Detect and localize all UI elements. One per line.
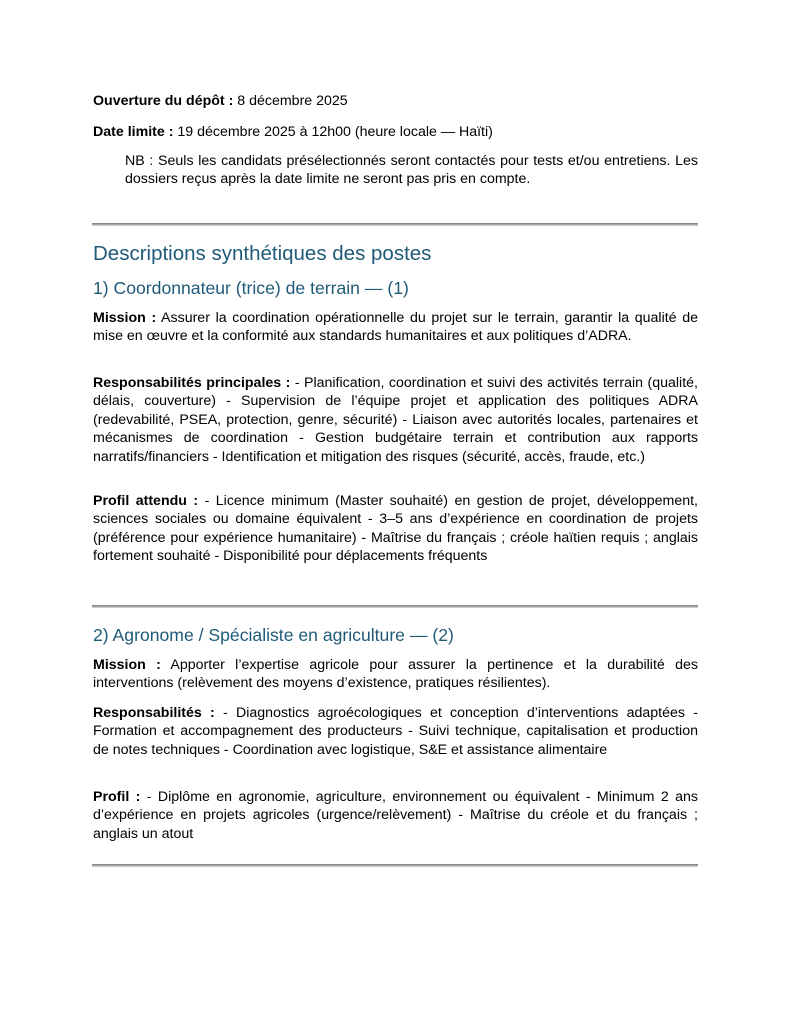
- position-2-profile: [93, 788, 698, 843]
- mission-text: Apporter l’expertise agricole pour assurer la pertinence et la durabilité des interventions (relèvement des moyens d’existence, pratiques résilientes).: [93, 657, 698, 692]
- mission-label: Mission :: [93, 657, 161, 673]
- position-2-mission: [93, 656, 698, 693]
- profile-label: Profil attendu :: [93, 493, 199, 509]
- responsibilities-label: Responsabilités :: [93, 705, 215, 721]
- profile-text: - Diplôme en agronomie, agriculture, environnement ou équivalent - Minimum 2 ans d’expérience en projets agricoles (urgence/relèvement) - Maîtrise du créole et du français ; anglais un atout: [93, 789, 698, 842]
- deadline: [93, 123, 698, 141]
- divider: [92, 605, 698, 608]
- section-title: Descriptions synthétiques des postes: [93, 242, 432, 265]
- responsibilities-text: - Planification, coordination et suivi des activités terrain (qualité, délais, couverture) - Supervision de l’équipe projet et application des politiques ADRA (redevabilité, PSEA, protection, genre, sécurité) - Liaison avec autorités locales, partenaires et mécanismes de coordination - Gestion budgétaire terrain et contribution aux rapports narratifs/financiers - Identification et mitigation des risques (sécurité, accès, fraude, etc.): [93, 375, 698, 465]
- position-1-responsibilities: [93, 374, 698, 466]
- mission-label: Mission :: [93, 310, 157, 326]
- mission-text: Assurer la coordination opérationnelle du projet sur le terrain, garantir la qualité de mise en œuvre et la conformité aux standards humanitaires et aux politiques d’ADRA.: [93, 310, 698, 345]
- opening-label: Ouverture du dépôt :: [93, 93, 234, 109]
- opening-date: [93, 92, 698, 110]
- responsibilities-text: - Diagnostics agroécologiques et conception d’interventions adaptées - Formation et accompagnement des producteurs - Suivi technique, capitalisation et production de notes techniques - Coordination avec logistique, S&E et assistance alimentaire: [93, 705, 698, 758]
- deadline-value: 19 décembre 2025 à 12h00 (heure locale — Haïti): [177, 124, 493, 140]
- position-1-profile: [93, 492, 698, 566]
- responsibilities-label: Responsabilités principales :: [93, 375, 291, 391]
- opening-value: 8 décembre 2025: [237, 93, 348, 109]
- deadline-label: Date limite :: [93, 124, 174, 140]
- position-2-responsibilities: [93, 704, 698, 759]
- divider: [92, 223, 698, 226]
- profile-label: Profil :: [93, 789, 141, 805]
- divider: [92, 864, 698, 867]
- position-1-title: 1) Coordonnateur (trice) de terrain — (1): [93, 278, 409, 298]
- profile-text: - Licence minimum (Master souhaité) en gestion de projet, développement, sciences sociales ou domaine équivalent - 3–5 ans d’expérience en coordination de projets (préférence pour expérience humanitaire) - Maîtrise du français ; créole haïtien requis ; anglais fortement souhaité - Disponibilité pour déplacements fréquents: [93, 493, 698, 565]
- position-2-title: 2) Agronome / Spécialiste en agriculture — (2): [93, 625, 454, 645]
- note: NB : Seuls les candidats présélectionnés seront contactés pour tests et/ou entretiens. Les dossiers reçus après la date limite ne seront pas pris en compte.: [125, 153, 698, 188]
- position-1-mission: [93, 309, 698, 346]
